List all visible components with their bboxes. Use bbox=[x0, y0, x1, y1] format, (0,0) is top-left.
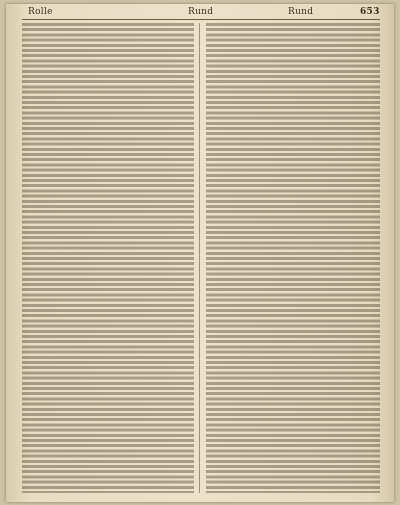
right-text-column bbox=[206, 23, 380, 493]
header-center-word: Rund bbox=[188, 7, 214, 17]
header-right-word: Rund bbox=[288, 7, 314, 17]
left-text-column bbox=[22, 23, 194, 493]
page-number: 653 bbox=[360, 7, 380, 17]
column-divider bbox=[199, 23, 200, 493]
header-left-word: Rolle bbox=[28, 7, 53, 17]
header-rule bbox=[22, 19, 380, 20]
dictionary-page bbox=[6, 4, 394, 502]
